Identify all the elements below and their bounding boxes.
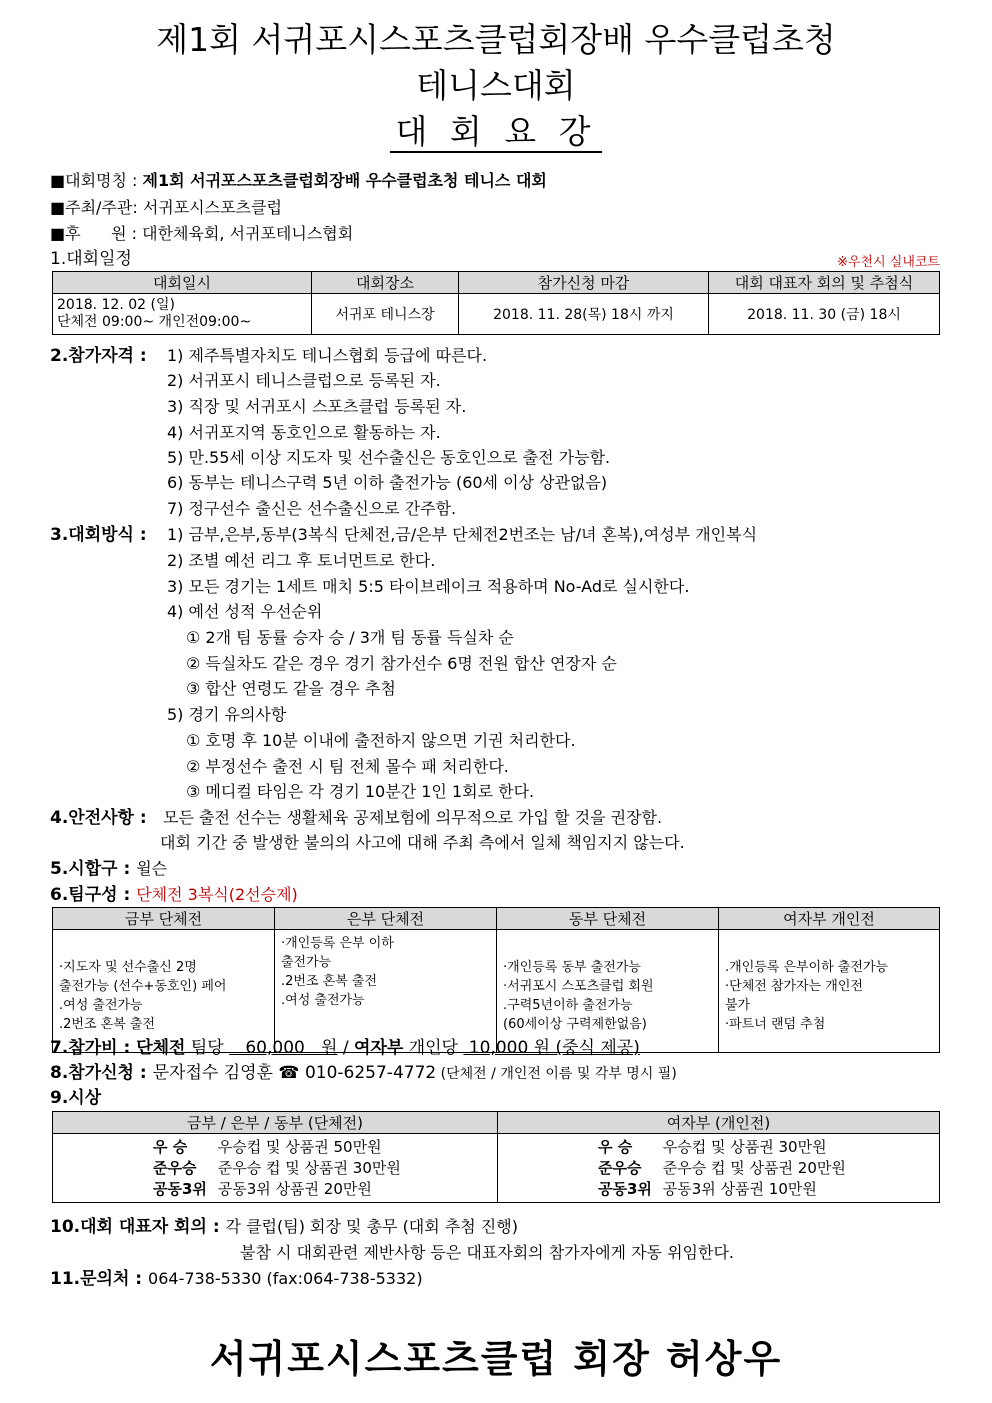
rule-line: ·개인등록 은부 이하 bbox=[281, 936, 394, 951]
info-host bbox=[50, 197, 282, 219]
prize-table bbox=[52, 1111, 940, 1203]
method-item: 5) 경기 유의사항 bbox=[167, 705, 287, 724]
qualification-item: 5) 만.55세 이상 지도자 및 선수출신은 동호인으로 출전 가능함. bbox=[167, 448, 611, 467]
team-format: 단체전 3복식(2선승제) bbox=[136, 885, 298, 904]
info-host-label: ■주최/주관: bbox=[50, 198, 143, 217]
safety-line1: 모든 출전 선수는 생활체육 공제보험에 의무적으로 가입 할 것을 권장함. bbox=[163, 808, 663, 827]
team-header-women: 여자부 개인전 bbox=[719, 908, 940, 930]
doc-title-line2: 테니스대회 bbox=[416, 66, 576, 105]
prize-rank: 준우승 bbox=[153, 1158, 197, 1177]
qualification-item: 3) 직장 및 서귀포시 스포츠클럽 등록된 자. bbox=[167, 397, 467, 416]
schedule-date bbox=[53, 294, 312, 335]
meeting-line1: 각 클럽(팀) 회장 및 총무 (대회 추첨 진행) bbox=[225, 1217, 518, 1236]
prize-row bbox=[598, 1137, 939, 1158]
team-composition bbox=[50, 884, 298, 906]
prize-row bbox=[153, 1179, 497, 1200]
doc-subtitle-text: 대 회 요 강 bbox=[390, 112, 603, 153]
contact bbox=[50, 1268, 423, 1290]
method-subitem: ① 2개 팀 동률 승자 승 / 3개 팀 동률 득실차 순 bbox=[186, 628, 514, 647]
meeting-heading: 10.대회 대표자 회의 : bbox=[50, 1217, 226, 1237]
fee-separator: / bbox=[337, 1038, 355, 1058]
info-name-value: 제1회 서귀포스포츠클럽회장배 우수클럽초청 테니스 대회 bbox=[142, 171, 547, 190]
prize-header-team: 금부 / 은부 / 동부 (단체전) bbox=[53, 1112, 498, 1134]
schedule-meeting: 2018. 11. 30 (금) 18시 bbox=[709, 294, 940, 335]
team-table bbox=[52, 907, 940, 1053]
prize-desc: 공동3위 상품권 20만원 bbox=[217, 1179, 372, 1198]
meeting-line2: 불참 시 대회관련 제반사항 등은 대표자회의 참가자에게 자동 위임한다. bbox=[240, 1243, 734, 1262]
schedule-heading: 1.대회일정 bbox=[50, 249, 132, 269]
rule-line: ·개인등록 동부 출전가능 bbox=[503, 960, 641, 975]
schedule-deadline: 2018. 11. 28(목) 18시 까지 bbox=[459, 294, 709, 335]
prize-header-women: 여자부 (개인전) bbox=[498, 1112, 940, 1134]
contact-value: 064-738-5330 (fax:064-738-5332) bbox=[148, 1269, 423, 1288]
qualification-item: 7) 정구선수 출신은 선수출신으로 간주함. bbox=[167, 499, 457, 518]
qualification-item: 4) 서귀포지역 동호인으로 활동하는 자. bbox=[167, 423, 441, 442]
apply-contact: 문자접수 김영훈 ☎ 010-6257-4772 bbox=[152, 1063, 437, 1083]
method-subitem: ② 부정선수 출전 시 팀 전체 몰수 패 처리한다. bbox=[186, 757, 509, 776]
doc-title-line1: 제1회 서귀포시스포츠클럽회장배 우수클럽초청 bbox=[156, 20, 836, 59]
apply-note: (단체전 / 개인전 이름 및 각부 명시 필) bbox=[436, 1066, 677, 1082]
method-subitem: ① 호명 후 10분 이내에 출전하지 않으면 기권 처리한다. bbox=[186, 731, 576, 750]
rule-line: ·서귀포시 스포츠클럽 회원 bbox=[503, 979, 654, 994]
schedule-date-line1: 2018. 12. 02 (일) bbox=[57, 297, 175, 313]
info-host-value: 서귀포시스포츠클럽 bbox=[142, 198, 282, 217]
prize-desc: 준우승 컵 및 상품권 20만원 bbox=[662, 1158, 846, 1177]
safety-heading bbox=[50, 807, 147, 829]
method-subitem: ② 득실차도 같은 경우 경기 참가선수 6명 전원 합산 연장자 순 bbox=[186, 654, 617, 673]
prize-women-list bbox=[498, 1134, 940, 1203]
team-header-silver: 은부 단체전 bbox=[275, 908, 497, 930]
prize-row bbox=[153, 1137, 497, 1158]
rule-line: ·지도자 및 선수출신 2명 bbox=[59, 960, 197, 975]
qualification-heading-text: 2.참가자격 : bbox=[50, 346, 147, 366]
schedule-header-venue: 대회장소 bbox=[312, 272, 459, 294]
prize-rank: 준우승 bbox=[598, 1158, 642, 1177]
fee-team-unit: 팀당 bbox=[185, 1038, 230, 1058]
schedule-header-date: 대회일시 bbox=[53, 272, 312, 294]
team-heading: 6.팀구성 : bbox=[50, 885, 137, 905]
fee bbox=[50, 1037, 640, 1059]
team-silver-rules bbox=[275, 930, 497, 1053]
prize-rank: 공동3위 bbox=[153, 1179, 207, 1198]
method-item: 3) 모든 경기는 1세트 매치 5:5 타이브레이크 적용하며 No-Ad로 실시한다. bbox=[167, 577, 690, 596]
fee-team-amount: 60,000 원 bbox=[229, 1038, 338, 1058]
info-name-label: ■대회명칭 : bbox=[50, 171, 143, 190]
fee-individual-label: 여자부 bbox=[354, 1038, 404, 1058]
team-gold-rules bbox=[53, 930, 275, 1053]
method-item: 1) 금부,은부,동부(3복식 단체전,금/은부 단체전2번조는 남/녀 혼복),여성부 개인복식 bbox=[167, 525, 758, 544]
method-heading bbox=[50, 524, 147, 546]
doc-subtitle bbox=[0, 112, 992, 152]
rule-line: 불가 bbox=[725, 998, 751, 1013]
fee-individual-unit: 개인당 bbox=[403, 1038, 464, 1058]
schedule-header-deadline: 참가신청 마감 bbox=[459, 272, 709, 294]
team-header-gold: 금부 단체전 bbox=[53, 908, 275, 930]
safety-line2: 대회 기간 중 발생한 불의의 사고에 대해 주최 측에서 일체 책임지지 않는다. bbox=[160, 833, 685, 852]
signature-line: 서귀포시스포츠클럽 회장 허상우 bbox=[209, 1337, 783, 1381]
prize-desc: 준우승 컵 및 상품권 30만원 bbox=[217, 1158, 401, 1177]
application bbox=[50, 1062, 677, 1085]
rule-line: .여성 출전가능 bbox=[59, 998, 143, 1013]
method-subitem: ③ 합산 연령도 같을 경우 추첨 bbox=[186, 679, 396, 698]
info-name bbox=[50, 170, 547, 192]
contact-heading: 11.문의처 : bbox=[50, 1269, 149, 1289]
info-support-value: 대한체육회, 서귀포테니스협회 bbox=[142, 224, 354, 243]
ball-value: 윌슨 bbox=[136, 859, 168, 878]
rule-line: ·파트너 랜덤 추첨 bbox=[725, 1017, 826, 1032]
rule-line: (60세이상 구력제한없음) bbox=[503, 1017, 647, 1032]
qualification-item: 6) 동부는 테니스구력 5년 이하 출전가능 (60세 이상 상관없음) bbox=[167, 473, 608, 492]
method-subitem: ③ 메디컬 타임은 각 경기 10분간 1인 1회로 한다. bbox=[186, 782, 535, 801]
team-women-rules bbox=[719, 930, 940, 1053]
prize-heading bbox=[50, 1087, 101, 1109]
fee-individual-amount: 10,000 원 (중식 제공) bbox=[463, 1038, 640, 1058]
method-heading-text: 3.대회방식 : bbox=[50, 525, 147, 545]
qualification-item: 2) 서귀포시 테니스클럽으로 등록된 자. bbox=[167, 371, 441, 390]
schedule-venue: 서귀포 테니스장 bbox=[312, 294, 459, 335]
rule-line: .여성 출전가능 bbox=[281, 993, 365, 1008]
rule-line: .2번조 혼복 출전 bbox=[281, 974, 378, 989]
info-support bbox=[50, 223, 353, 245]
prize-rank: 우 승 bbox=[598, 1137, 633, 1156]
rule-line: 출전가능 bbox=[281, 955, 332, 970]
apply-heading: 8.참가신청 : bbox=[50, 1063, 153, 1083]
prize-desc: 공동3위 상품권 10만원 bbox=[662, 1179, 817, 1198]
ball-heading: 5.시합구 : bbox=[50, 859, 137, 879]
fee-heading: 7.참가비 : bbox=[50, 1038, 137, 1058]
team-header-bronze: 동부 단체전 bbox=[497, 908, 719, 930]
schedule-date-line2: 단체전 09:00~ 개인전09:00~ bbox=[57, 314, 252, 330]
prize-row bbox=[598, 1179, 939, 1200]
qualification-heading bbox=[50, 345, 147, 367]
prize-heading-text: 9.시상 bbox=[50, 1088, 102, 1108]
rule-line: .구력5년이하 출전가능 bbox=[503, 998, 633, 1013]
team-bronze-rules bbox=[497, 930, 719, 1053]
meeting bbox=[50, 1216, 518, 1238]
rain-note: ※우천시 실내코트 bbox=[837, 255, 940, 270]
safety-heading-text: 4.안전사항 : bbox=[50, 808, 147, 828]
info-support-label: ■후 원 : bbox=[50, 224, 143, 243]
qualification-item: 1) 제주특별자치도 테니스협회 등급에 따른다. bbox=[167, 346, 488, 365]
prize-rank: 공동3위 bbox=[598, 1179, 652, 1198]
prize-row bbox=[153, 1158, 497, 1179]
schedule-table bbox=[52, 271, 940, 335]
prize-desc: 우승컵 및 상품권 50만원 bbox=[217, 1137, 382, 1156]
schedule-header-meeting: 대회 대표자 회의 및 추첨식 bbox=[709, 272, 940, 294]
rule-line: ·단체전 참가자는 개인전 bbox=[725, 979, 863, 994]
ball bbox=[50, 858, 167, 880]
rule-line: .2번조 혼복 출전 bbox=[59, 1017, 156, 1032]
prize-rank: 우 승 bbox=[153, 1137, 188, 1156]
rule-line: 출전가능 (선수+동호인) 페어 bbox=[59, 979, 227, 994]
prize-team-list bbox=[53, 1134, 498, 1203]
prize-desc: 우승컵 및 상품권 30만원 bbox=[662, 1137, 827, 1156]
method-item: 2) 조별 예선 리그 후 토너먼트로 한다. bbox=[167, 551, 436, 570]
method-item: 4) 예선 성적 우선순위 bbox=[167, 602, 323, 621]
rule-line: .개인등록 은부이하 출전가능 bbox=[725, 960, 889, 975]
prize-row bbox=[598, 1158, 939, 1179]
fee-team-label: 단체전 bbox=[136, 1038, 186, 1058]
